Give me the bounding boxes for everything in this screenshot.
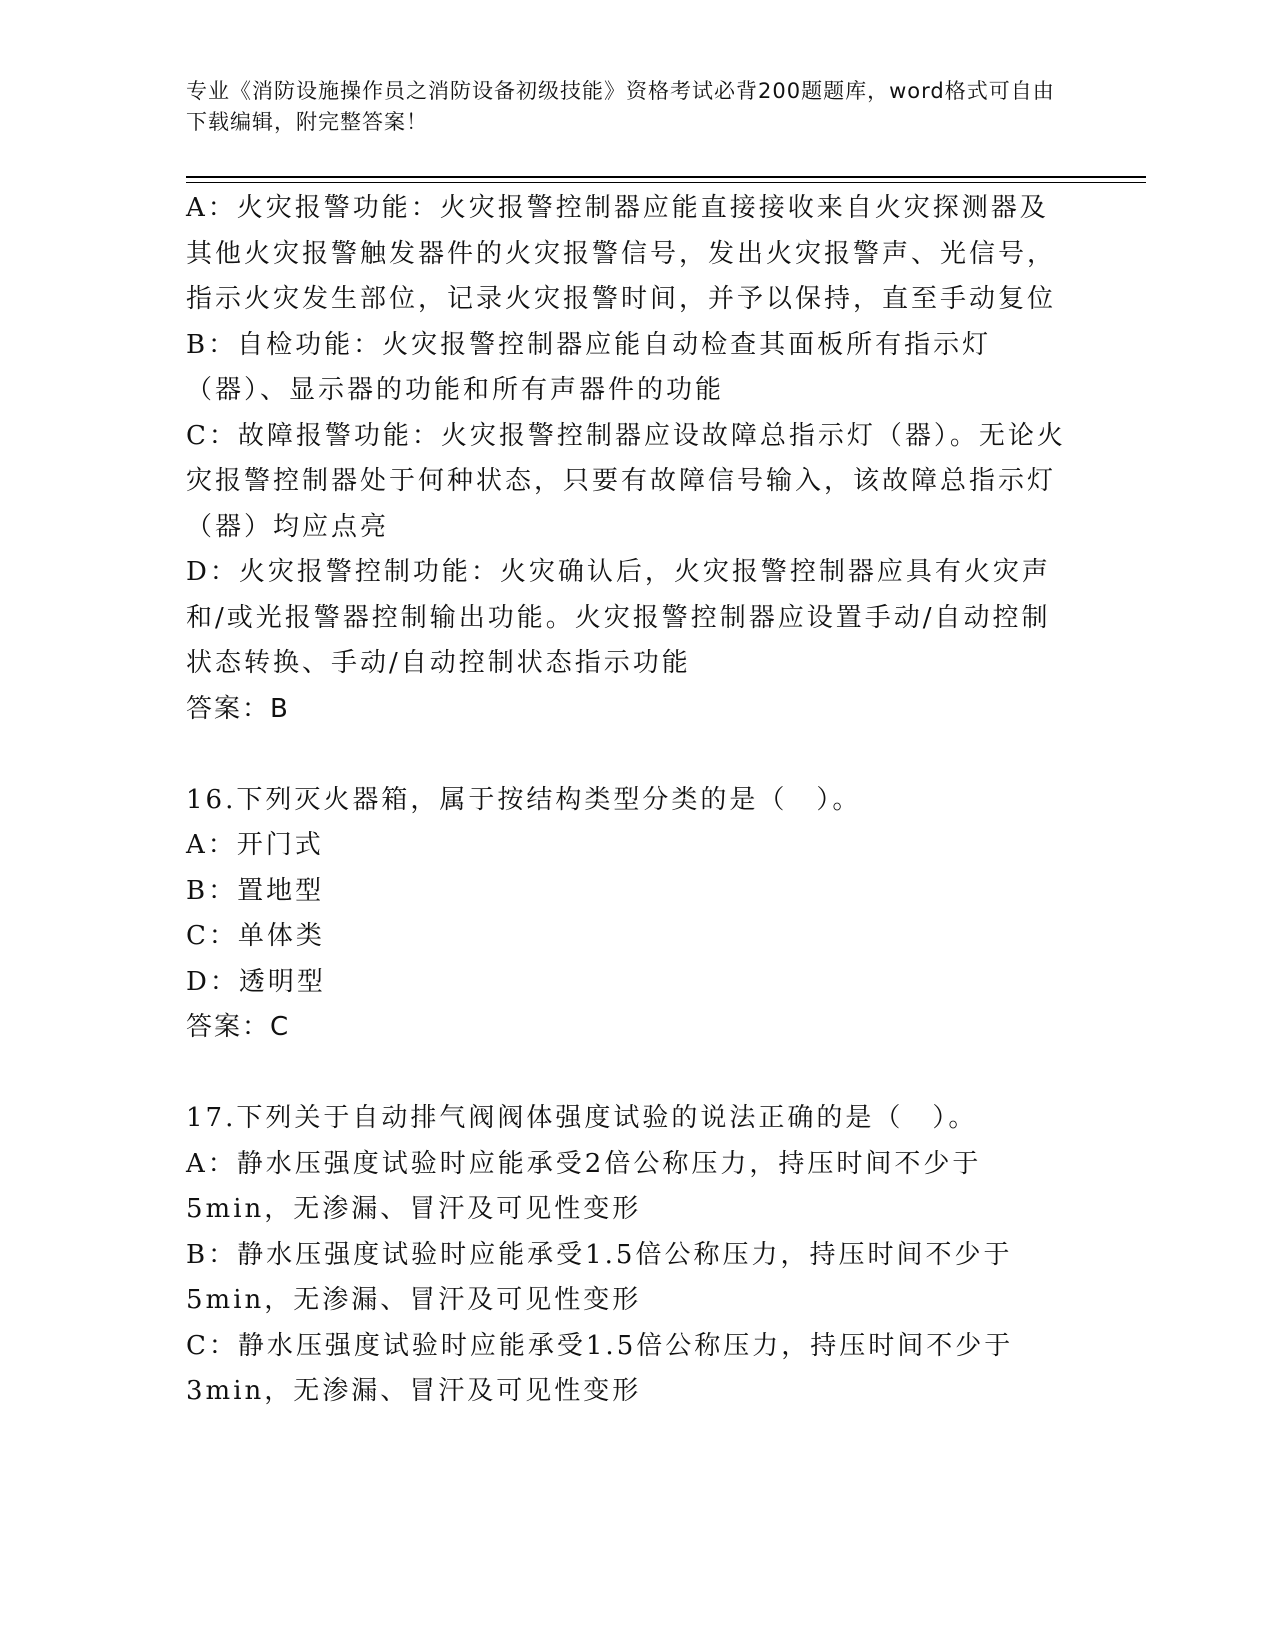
option-c: C：静水压强度试验时应能承受1.5倍公称压力，持压时间不少于3min，无渗漏、冒汗及可见性变形 [186, 1330, 1014, 1406]
question-17 [186, 1096, 1076, 1415]
document-body [186, 186, 1076, 1415]
header-title: 专业《消防设施操作员之消防设备初级技能》资格考试必背200题题库，word格式可自由下载编辑，附完整答案！ [186, 79, 1055, 134]
question-15-continued [186, 186, 1076, 732]
header-divider [186, 176, 1146, 178]
option-a: A：开门式 [186, 830, 324, 860]
option-a: A：静水压强度试验时应能承受2倍公称压力，持压时间不少于5min，无渗漏、冒汗及可见性变形 [186, 1148, 982, 1224]
option-b: B：静水压强度试验时应能承受1.5倍公称压力，持压时间不少于5min，无渗漏、冒汗及可见性变形 [186, 1239, 1013, 1315]
answer: 答案：C [186, 1012, 291, 1042]
header-divider-thin [186, 182, 1146, 183]
page-header [186, 76, 1066, 138]
option-b: B：置地型 [186, 875, 325, 906]
option-c: C：故障报警功能：火灾报警控制器应设故障总指示灯（器）。无论火灾报警控制器处于何种状态，只要有故障信号输入，该故障总指示灯（器）均应点亮 [186, 420, 1066, 542]
answer: 答案：B [186, 693, 290, 724]
spacer [186, 732, 1076, 778]
option-d: D：火灾报警控制功能：火灾确认后，火灾报警控制器应具有火灾声和/或光报警器控制输出功能。火灾报警控制器应设置手动/自动控制状态转换、手动/自动控制状态指示功能 [186, 557, 1051, 678]
question-stem: 16.下列灭火器箱，属于按结构类型分类的是（ ）。 [186, 784, 862, 815]
question-16 [186, 778, 1076, 1051]
question-stem: 17.下列关于自动排气阀阀体强度试验的说法正确的是（ ）。 [186, 1103, 978, 1133]
option-c: C：单体类 [186, 921, 325, 951]
spacer [186, 1051, 1076, 1097]
option-b: B：自检功能：火灾报警控制器应能自动检查其面板所有指示灯（器）、显示器的功能和所有声器件的功能 [186, 329, 992, 405]
option-a: A：火灾报警功能：火灾报警控制器应能直接接收来自火灾探测器及其他火灾报警触发器件的火灾报警信号，发出火灾报警声、光信号，指示火灾发生部位，记录火灾报警时间，并予以保持，直至手动复位 [186, 193, 1057, 314]
option-d: D：透明型 [186, 966, 326, 997]
